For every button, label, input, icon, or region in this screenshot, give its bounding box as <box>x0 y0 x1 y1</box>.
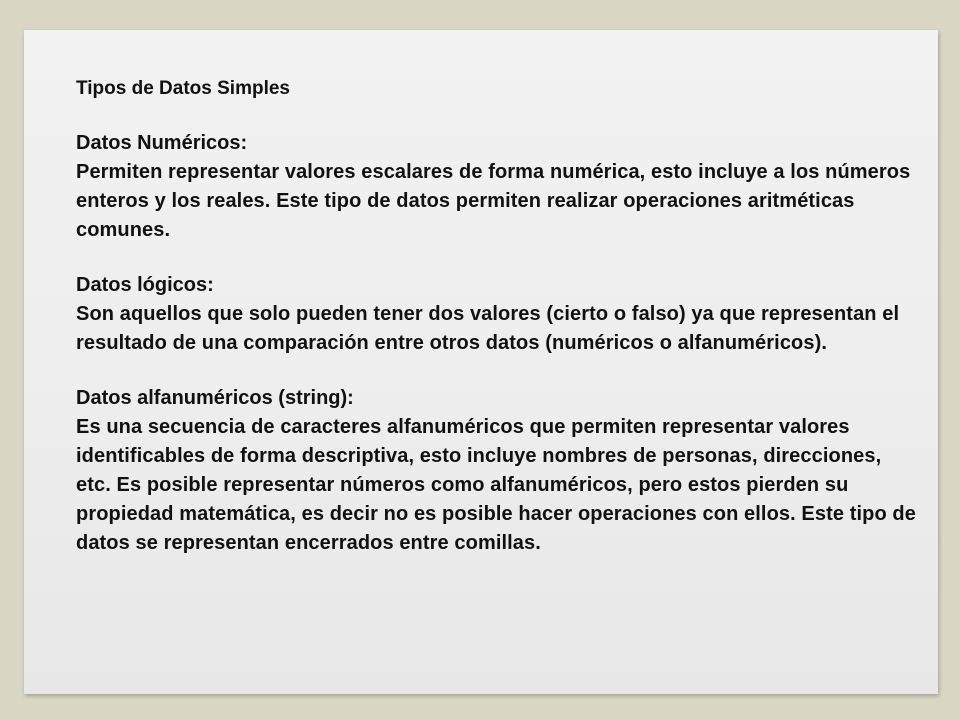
section-alphanumeric <box>76 384 916 558</box>
section-heading: Datos Numéricos: <box>76 132 248 154</box>
slide-content <box>76 74 916 584</box>
section-heading: Datos alfanuméricos (string): <box>76 387 354 409</box>
section-numeric <box>76 129 916 245</box>
slide-title: Tipos de Datos Simples <box>76 78 290 99</box>
section-text: Es una secuencia de caracteres alfanuméricos que permiten representar valores identificables de forma descriptiva, esto incluye nombres de personas, direcciones, etc. Es posible representar números como alfanuméricos, pero estos pierden su propiedad matemática, es decir no es posible hacer operaciones con ellos. Este tipo de datos se representan encerrados entre comillas. <box>76 416 916 554</box>
section-text: Permiten representar valores escalares de forma numérica, esto incluye a los números enteros y los reales. Este tipo de datos permiten realizar operaciones aritméticas comunes. <box>76 161 911 241</box>
section-logical <box>76 271 916 358</box>
slide-panel <box>24 30 938 694</box>
section-text: Son aquellos que solo pueden tener dos valores (cierto o falso) ya que representan el resultado de una comparación entre otros datos (numéricos o alfanuméricos). <box>76 303 900 354</box>
section-heading: Datos lógicos: <box>76 274 214 296</box>
